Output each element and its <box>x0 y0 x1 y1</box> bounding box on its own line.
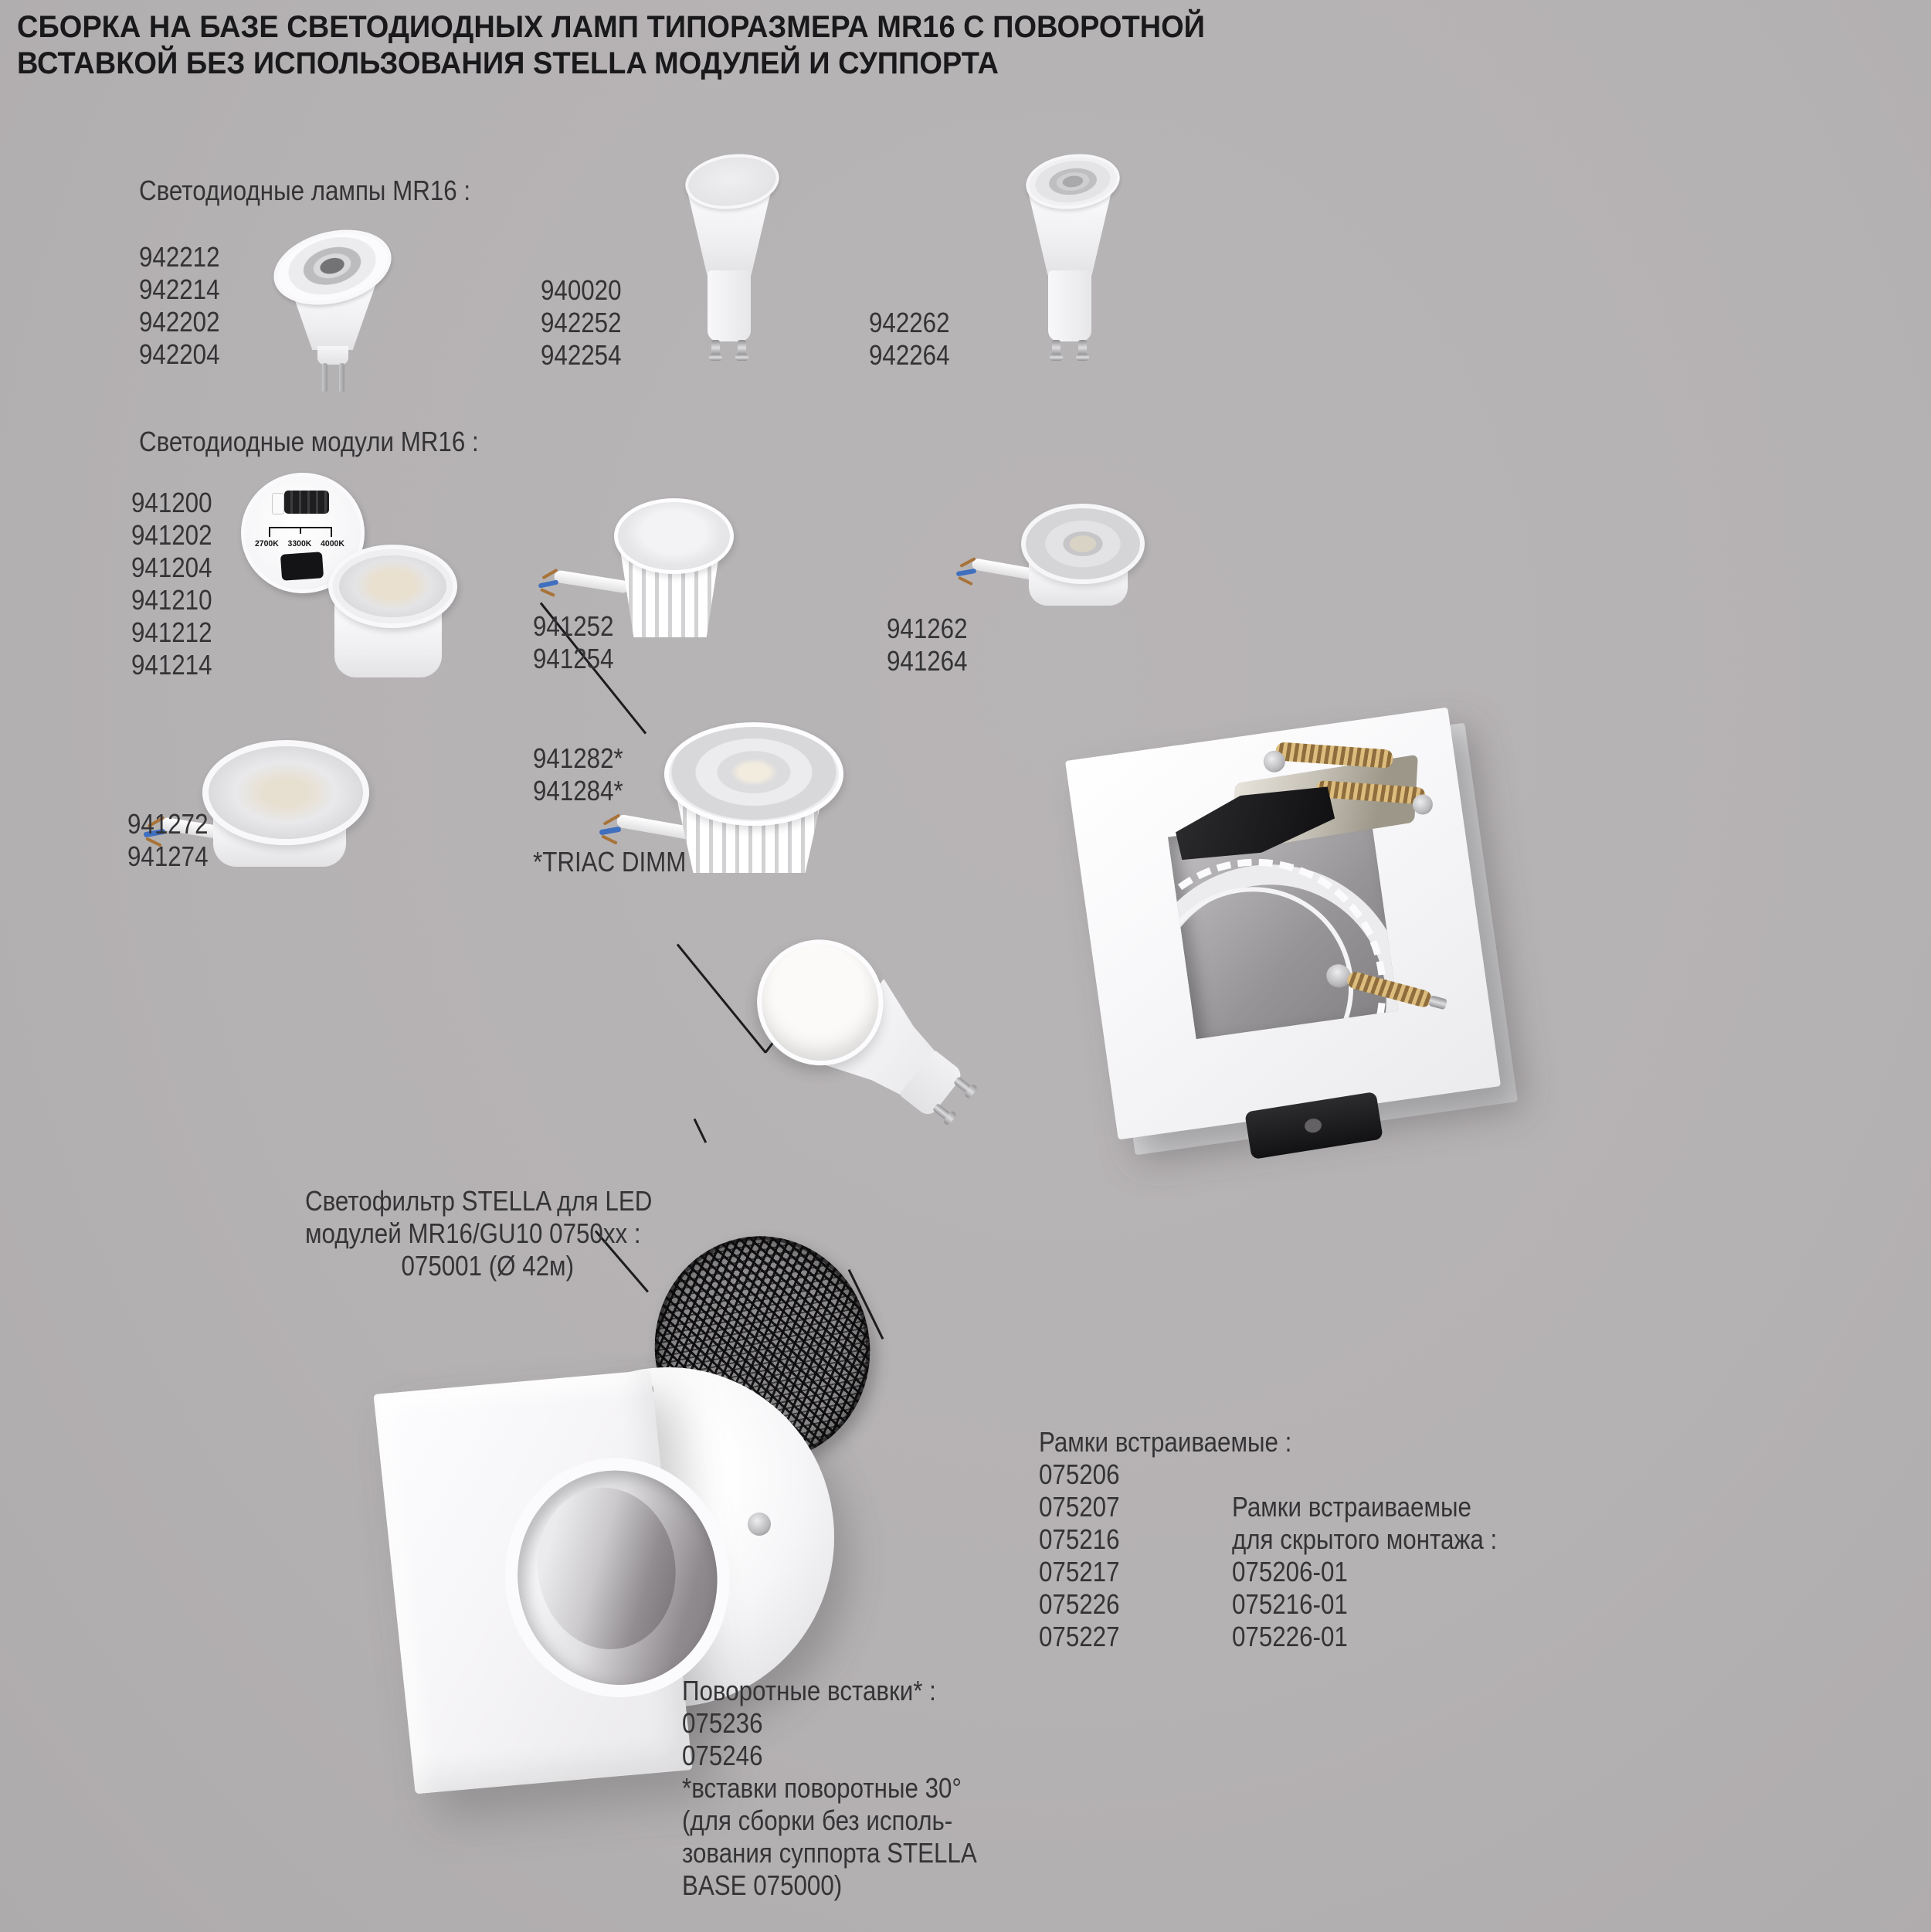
lamps-section-label: Светодиодные лампы MR16 : <box>139 175 471 206</box>
frame-code: 075206 <box>1039 1458 1120 1490</box>
frames-section-label: Рамки встраиваемые : <box>1039 1426 1292 1458</box>
color-switch-nub <box>272 493 284 514</box>
module-lens-top <box>328 545 457 628</box>
flat-module-photo <box>202 740 357 870</box>
module-code: 941274 <box>127 840 209 872</box>
lamp-neck <box>708 270 751 341</box>
insert-note-line: *вставки поворотные 30° <box>682 1772 962 1804</box>
lamp-rotated-group <box>735 911 1000 1157</box>
filter-code: 075001 (Ø 42м) <box>401 1250 574 1282</box>
gu10-lamp-tilted-photo <box>740 923 995 1147</box>
frame-code: 075226 <box>1039 1588 1120 1620</box>
lamp-code: 942262 <box>869 307 950 338</box>
inserts-section-label: Поворотные вставки* : <box>682 1675 936 1706</box>
lamp-code: 942252 <box>541 307 622 338</box>
lamp-code: 942254 <box>541 339 622 371</box>
insert-code: 075236 <box>682 1707 763 1739</box>
gu10-peg-cap <box>735 354 748 361</box>
lamp-code: 940020 <box>541 274 622 306</box>
module-code: 941210 <box>131 584 212 616</box>
module-code: 941264 <box>887 645 968 677</box>
module-code: 941204 <box>131 552 212 583</box>
hidden-frame-code: 075216-01 <box>1232 1588 1348 1620</box>
module-code: 941214 <box>131 649 212 681</box>
lamp-code: 942212 <box>139 241 220 273</box>
gu10-lamp-photo <box>684 154 775 367</box>
gu10-peg-cap <box>709 354 722 361</box>
gu10-lamp-lens-photo <box>1024 154 1115 367</box>
module-code: 941282* <box>533 742 623 774</box>
module-code: 941202 <box>131 519 212 551</box>
lamp-code: 942214 <box>139 273 220 305</box>
module-wire <box>553 569 630 593</box>
lamp-code: 942204 <box>139 338 220 370</box>
gu10-peg <box>711 340 720 355</box>
modules-section-label: Светодиодные модули MR16 : <box>139 426 479 457</box>
hidden-frames-label-line-1: Рамки встраиваемые <box>1232 1491 1471 1523</box>
gu10-peg-cap <box>1050 354 1063 361</box>
gu10-peg <box>1078 340 1087 355</box>
temp-label: 2700K <box>255 539 279 548</box>
module-lens-top <box>1021 504 1145 584</box>
filter-label-line-2: модулей MR16/GU10 0750xx : <box>305 1217 641 1249</box>
module-faceted-top <box>664 722 843 826</box>
frame-code: 075216 <box>1039 1523 1120 1555</box>
frame-code: 075227 <box>1039 1621 1120 1652</box>
module-code: 941252 <box>533 610 614 642</box>
lamp-neck <box>1048 270 1091 341</box>
insert-note-line: (для сборки без исполь- <box>682 1805 953 1836</box>
frame-code: 075217 <box>1039 1556 1120 1587</box>
triac-dimm-note: *TRIAC DIMM <box>533 846 687 878</box>
module-code: 941200 <box>131 487 212 518</box>
temp-label: 3300K <box>287 539 312 548</box>
module-frosted-top <box>202 740 369 845</box>
wire-blue-tip <box>956 569 977 576</box>
hidden-frame-code: 075226-01 <box>1232 1621 1348 1652</box>
cylinder-module-photo <box>328 545 448 684</box>
spring-tip <box>1428 995 1447 1010</box>
gu10-peg-cap <box>1076 354 1089 361</box>
hidden-frames-label-line-2: для скрытого монтажа : <box>1232 1523 1498 1555</box>
lamp-pin <box>322 363 327 392</box>
switch-bracket-tick <box>300 527 301 534</box>
module-code: 941254 <box>533 643 614 674</box>
filter-label-line-1: Светофильтр STELLA для LED <box>305 1185 653 1217</box>
module-code: 941284* <box>533 775 623 806</box>
finned-module-photo <box>614 498 726 645</box>
insert-screw <box>748 1513 771 1536</box>
module-code: 941262 <box>887 613 968 644</box>
lamp-code: 942202 <box>139 306 220 338</box>
gu10-peg <box>738 340 746 355</box>
lamp-lens-face <box>266 219 399 317</box>
wire-copper-tip <box>601 834 618 844</box>
page-title-line-1: СБОРКА НА БАЗЕ СВЕТОДИОДНЫХ ЛАМП ТИПОРАЗМЕРА MR16 С ПОВОРОТНОЙ <box>17 10 1205 44</box>
hidden-frame-code: 075206-01 <box>1232 1556 1348 1587</box>
temp-label: 4000K <box>321 539 344 548</box>
mr16-lamp-photo <box>273 232 392 379</box>
lamp-code: 942264 <box>869 339 950 371</box>
lamp-pin <box>339 363 344 392</box>
module-frosted-top <box>614 498 734 574</box>
clip-spring-coil <box>1275 742 1393 769</box>
insert-note-line: зования суппорта STELLA <box>682 1837 977 1869</box>
insert-hole-group <box>488 1446 718 1689</box>
page-title-line-2: ВСТАВКОЙ БЕЗ ИСПОЛЬЗОВАНИЯ STELLA МОДУЛЕЙ И СУППОРТА <box>17 46 999 80</box>
frame-code: 075207 <box>1039 1491 1120 1523</box>
connector-hole <box>1304 1118 1323 1134</box>
lamp-stem <box>317 346 348 365</box>
module-code: 941212 <box>131 616 212 648</box>
wire-blue-tip <box>538 579 559 588</box>
insert-code: 075246 <box>682 1740 763 1771</box>
wire-copper-tip <box>958 576 973 586</box>
module-code: 941272 <box>127 808 209 840</box>
switch-bracket-tick <box>331 527 332 537</box>
switch-bracket-tick <box>269 527 270 537</box>
module-connector <box>280 552 324 581</box>
wire-copper-tip <box>540 588 555 597</box>
color-switch <box>284 491 329 514</box>
insert-note-line: BASE 075000) <box>682 1869 843 1901</box>
wire-blue-tip <box>599 827 622 836</box>
frame-assembly-photo <box>1077 717 1525 1188</box>
leader-line-lamp-bracket-4 <box>694 1119 707 1143</box>
flat-module-photo <box>1021 504 1135 613</box>
triac-module-photo <box>664 722 834 877</box>
gu10-peg <box>1052 340 1061 355</box>
